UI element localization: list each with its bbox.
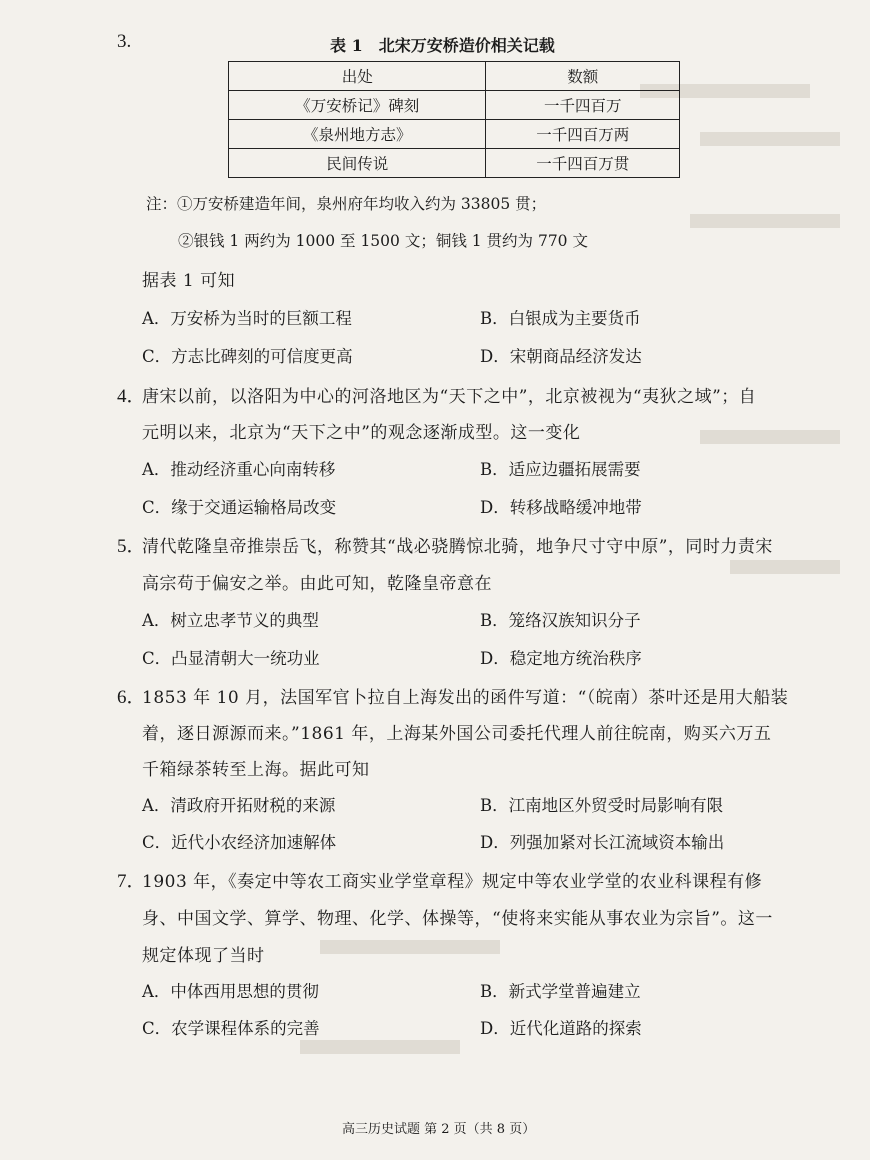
question-3-stem: 据表 1 可知 — [142, 271, 236, 291]
question-4-line-1: 唐宋以前，以洛阳为中心的河洛地区为“天下之中”，北京被视为“夷狄之域”；自 — [142, 387, 757, 407]
page-footer: 高三历史试题 第 2 页（共 8 页） — [342, 1122, 536, 1137]
question-6-line-3: 千箱绿茶转至上海。据此可知 — [142, 760, 370, 780]
table-note-1: 注：①万安桥建造年间，泉州府年均收入约为 33805 贯； — [146, 195, 547, 213]
question-6-line-2: 着，逐日源源而来。”1861 年，上海某外国公司委托代理人前往皖南，购买六万五 — [142, 724, 772, 744]
table-row — [229, 149, 680, 178]
bleed-through-mark — [690, 214, 840, 228]
question-4-option-d[interactable]: D．转移战略缓冲地带 — [480, 498, 642, 517]
question-4-option-a[interactable]: A．推动经济重心向南转移 — [142, 460, 336, 479]
question-7-line-3: 规定体现了当时 — [142, 946, 265, 966]
question-7-number: 7． — [117, 871, 146, 892]
table-cell-amount: 一千四百万贯 — [486, 149, 680, 178]
question-4-option-c[interactable]: C．缘于交通运输格局改变 — [142, 498, 337, 517]
question-7-option-d[interactable]: D．近代化道路的探索 — [480, 1019, 642, 1038]
table-row — [229, 120, 680, 149]
table-cell-source: 民间传说 — [229, 149, 486, 178]
bleed-through-mark — [700, 430, 840, 444]
bleed-through-mark — [300, 1040, 460, 1054]
table-cell-source: 《泉州地方志》 — [229, 120, 486, 149]
table-header-row — [229, 62, 680, 91]
question-5-option-a[interactable]: A．树立忠孝节义的典型 — [142, 611, 319, 630]
question-7-line-2: 身、中国文学、算学、物理、化学、体操等，“使将来实能从事农业为宗旨”。这一 — [142, 909, 773, 929]
bleed-through-mark — [700, 132, 840, 146]
question-4-option-b[interactable]: B．适应边疆拓展需要 — [480, 460, 641, 479]
question-5-line-2: 高宗苟于偏安之举。由此可知，乾隆皇帝意在 — [142, 574, 492, 594]
table-cell-amount: 一千四百万 — [486, 91, 680, 120]
question-5-option-b[interactable]: B．笼络汉族知识分子 — [480, 611, 641, 630]
question-3-option-b[interactable]: B．白银成为主要货币 — [480, 309, 641, 328]
question-7-option-b[interactable]: B．新式学堂普遍建立 — [480, 982, 641, 1001]
table-header-source: 出处 — [229, 62, 486, 91]
table-header-amount: 数额 — [486, 62, 680, 91]
question-6-option-b[interactable]: B．江南地区外贸受时局影响有限 — [480, 796, 724, 815]
table-1 — [228, 61, 680, 178]
table-1-title: 表 1 北宋万安桥造价相关记载 — [330, 36, 555, 55]
question-3-number: 3. — [117, 31, 132, 52]
table-cell-source: 《万安桥记》碑刻 — [229, 91, 486, 120]
question-7-line-1: 1903 年，《奏定中等农工商实业学堂章程》规定中等农业学堂的农业科课程有修 — [142, 872, 763, 892]
question-3-option-c[interactable]: C．方志比碑刻的可信度更高 — [142, 347, 353, 366]
question-3-option-d[interactable]: D．宋朝商品经济发达 — [480, 347, 642, 366]
question-6-line-1: 1853 年 10 月，法国军官卜拉自上海发出的函件写道：“（皖南）茶叶还是用大船装 — [142, 688, 789, 708]
question-5-option-d[interactable]: D．稳定地方统治秩序 — [480, 649, 642, 668]
question-6-option-c[interactable]: C．近代小农经济加速解体 — [142, 833, 337, 852]
bleed-through-mark — [320, 940, 500, 954]
question-6-option-a[interactable]: A．清政府开拓财税的来源 — [142, 796, 336, 815]
question-3-option-a[interactable]: A．万安桥为当时的巨额工程 — [142, 309, 352, 328]
question-4-line-2: 元明以来，北京为“天下之中”的观念逐渐成型。这一变化 — [142, 423, 581, 443]
table-row — [229, 91, 680, 120]
question-5-line-1: 清代乾隆皇帝推崇岳飞，称赞其“战必骁腾惊北骑，地争尺寸守中原”，同时力责宋 — [142, 537, 773, 557]
question-5-number: 5． — [117, 536, 146, 557]
question-6-number: 6． — [117, 687, 146, 708]
table-cell-amount: 一千四百万两 — [486, 120, 680, 149]
question-7-option-a[interactable]: A．中体西用思想的贯彻 — [142, 982, 319, 1001]
question-4-number: 4． — [117, 386, 146, 407]
table-note-2: ②银钱 1 两约为 1000 至 1500 文；铜钱 1 贯约为 770 文 — [178, 232, 588, 250]
question-6-option-d[interactable]: D．列强加紧对长江流域资本输出 — [480, 833, 725, 852]
bleed-through-mark — [730, 560, 840, 574]
question-5-option-c[interactable]: C．凸显清朝大一统功业 — [142, 649, 320, 668]
question-7-option-c[interactable]: C．农学课程体系的完善 — [142, 1019, 320, 1038]
